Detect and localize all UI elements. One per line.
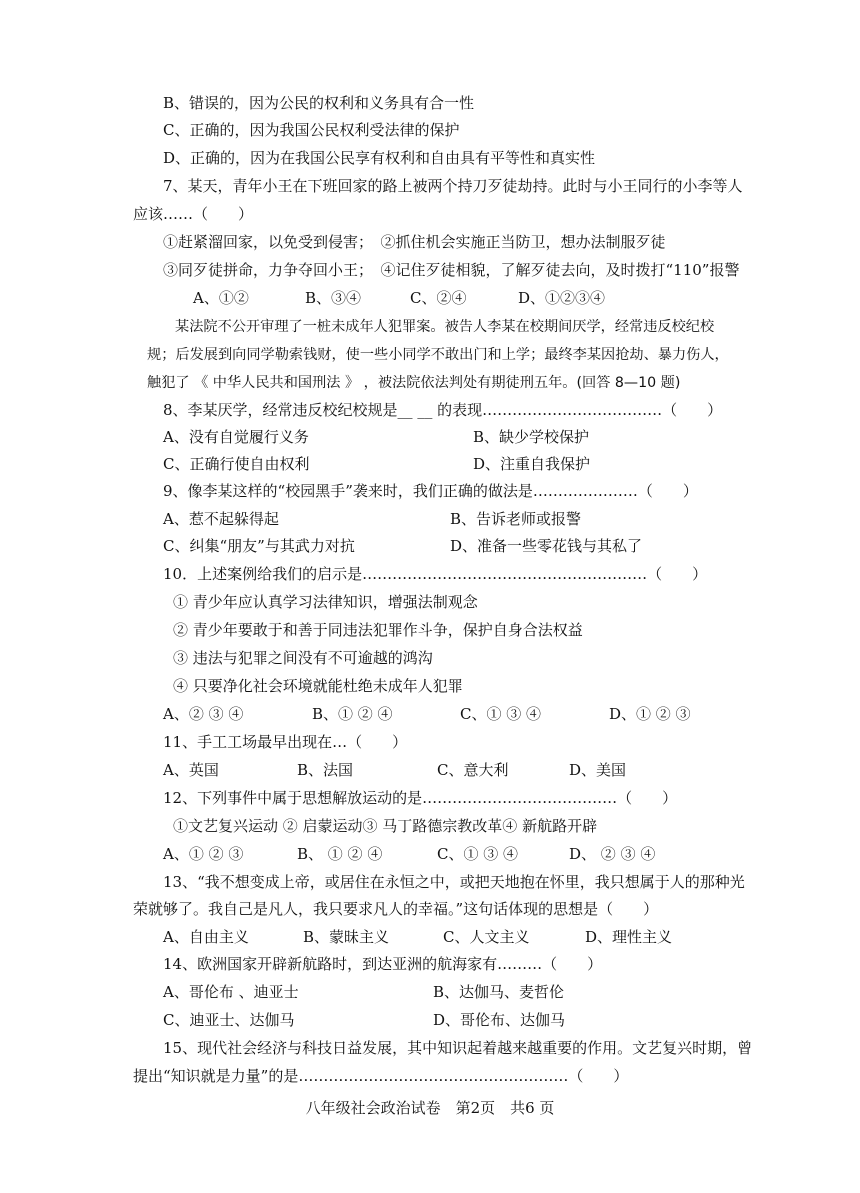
q9-option-b: B、告诉老师或报警 [450, 510, 582, 528]
q10-statement-4: ④ 只要净化社会环境就能杜绝未成年人犯罪 [173, 677, 463, 695]
q12-option-c: C、① ③ ④ [437, 845, 519, 863]
q10-stem: 10．上述案例给我们的启示是…………………………………………………（ ） [163, 565, 708, 583]
q14-option-d: D、哥伦布、达伽马 [433, 1011, 566, 1029]
q10-statement-1: ① 青少年应认真学习法律知识，增强法制观念 [173, 593, 478, 611]
q9-stem: 9、像李某这样的“校园黑手”袭来时，我们正确的做法是…………………（ ） [163, 482, 698, 500]
case-text-line1: 某法院不公开审理了一桩未成年人犯罪案。被告人李某在校期间厌学，经常违反校纪校 [175, 319, 715, 335]
q12-stem: 12、下列事件中属于思想解放运动的是…………………………………（ ） [163, 789, 678, 807]
q11-option-c: C、意大利 [437, 761, 509, 779]
q8-option-b: B、缺少学校保护 [473, 428, 590, 446]
q12-option-b: B、 ① ② ④ [297, 845, 383, 863]
q10-option-a: A、② ③ ④ [163, 705, 244, 723]
q14-stem: 14、欧洲国家开辟新航路时，到达亚洲的航海家有………（ ） [163, 955, 603, 973]
q12-option-d: D、 ② ③ ④ [569, 845, 656, 863]
q7-option-b: B、③④ [305, 289, 362, 307]
q11-option-b: B、法国 [297, 761, 354, 779]
q7-statements-1: ①赶紧溜回家，以免受到侵害； ②抓住机会实施正当防卫，想办法制服歹徒 [163, 233, 666, 251]
q10-option-b: B、① ② ④ [312, 705, 393, 723]
q12-option-a: A、① ② ③ [163, 845, 244, 863]
q13-stem-line1: 13、“我不想变成上帝，或居住在永恒之中，或把天地抱在怀里，我只想属于人的那种光 [163, 873, 745, 891]
q8-option-d: D、注重自我保护 [473, 455, 591, 473]
q6-option-b: B、错误的，因为公民的权利和义务具有合一性 [163, 94, 475, 112]
q9-option-a: A、惹不起躲得起 [163, 510, 279, 528]
q10-option-c: C、① ③ ④ [460, 705, 542, 723]
q7-option-a: A、①② [193, 289, 249, 307]
q11-option-a: A、英国 [163, 761, 219, 779]
q7-stem-line1: 7、某天，青年小王在下班回家的路上被两个持刀歹徒劫持。此时与小王同行的小李等人 [163, 177, 743, 195]
q13-stem-line2: 荣就够了。我自己是凡人，我只要求凡人的幸福。”这句话体现的思想是（ ） [133, 900, 659, 918]
q6-option-c: C、正确的，因为我国公民权利受法律的保护 [163, 121, 460, 139]
q15-stem-line2: 提出“知识就是力量”的是………………………………………………（ ） [133, 1067, 629, 1085]
q6-option-d: D、正确的，因为在我国公民享有权利和自由具有平等性和真实性 [163, 149, 596, 167]
q11-stem: 11、手工工场最早出现在…（ ） [163, 733, 408, 751]
q9-option-d: D、准备一些零花钱与其私了 [450, 537, 643, 555]
q14-option-a: A、哥伦布 、迪亚士 [163, 983, 299, 1001]
case-text-line2: 规；后发展到向同学勒索钱财，使一些小同学不敢出门和上学；最终李某因抢劫、暴力伤人， [147, 347, 729, 363]
q14-option-c: C、迪亚士、达伽马 [163, 1011, 295, 1029]
q10-statement-2: ② 青少年要敢于和善于同违法犯罪作斗争，保护自身合法权益 [173, 621, 583, 639]
q7-statements-2: ③同歹徒拼命，力争夺回小王； ④记住歹徒相貌，了解歹徒去向，及时拨打“110”报警 [163, 261, 740, 279]
q13-option-b: B、蒙昧主义 [303, 928, 390, 946]
q14-option-b: B、达伽马、麦哲伦 [433, 983, 565, 1001]
case-text-line3: 触犯了 《 中华人民共和国刑法 》 ，被法院依法判处有期徒刑五年。(回答 8—10 题) [147, 375, 681, 391]
q8-option-a: A、没有自觉履行义务 [163, 428, 309, 446]
q13-option-a: A、自由主义 [163, 928, 249, 946]
q12-statements: ①文艺复兴运动 ② 启蒙运动③ 马丁路德宗教改革④ 新航路开辟 [173, 817, 598, 835]
page-footer: 八年级社会政治试卷 第2页 共6 页 [305, 1099, 555, 1117]
q8-option-c: C、正确行使自由权利 [163, 455, 310, 473]
q8-stem: 8、李某厌学，经常违反校纪校规是__ __ 的表现………………………………（ ） [163, 401, 723, 419]
q13-option-d: D、理性主义 [585, 928, 673, 946]
q7-stem-line2: 应该……（ ） [133, 205, 254, 223]
q10-statement-3: ③ 违法与犯罪之间没有不可逾越的鸿沟 [173, 649, 433, 667]
q10-option-d: D、① ② ③ [609, 705, 691, 723]
q13-option-c: C、人文主义 [443, 928, 530, 946]
q11-option-d: D、美国 [569, 761, 627, 779]
q9-option-c: C、纠集“朋友”与其武力对抗 [163, 537, 355, 555]
q7-option-c: C、②④ [410, 289, 467, 307]
q7-option-d: D、①②③④ [518, 289, 606, 307]
q15-stem-line1: 15、现代社会经济与科技日益发展，其中知识起着越来越重要的作用。文艺复兴时期，曾 [163, 1039, 753, 1057]
